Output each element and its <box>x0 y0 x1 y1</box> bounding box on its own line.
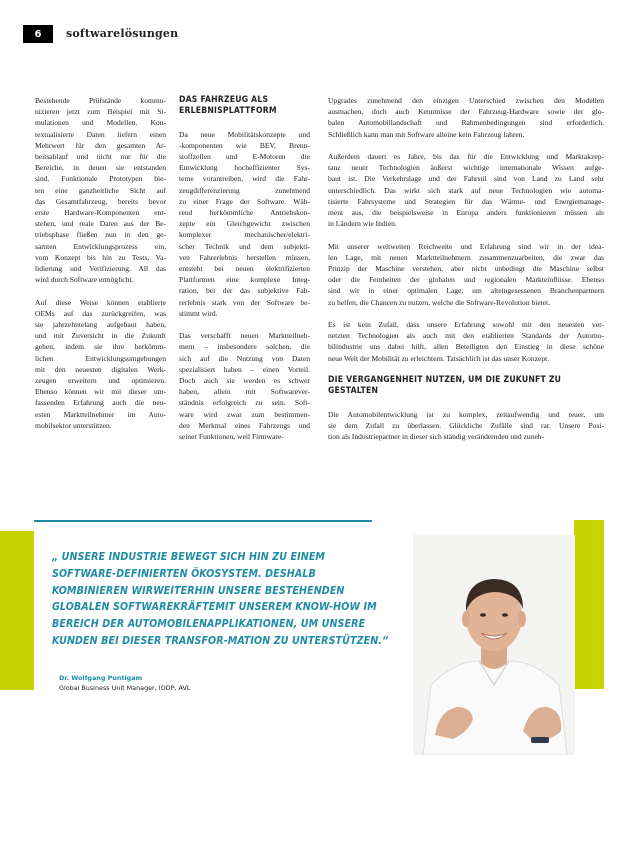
text-line: scher Technik und dem subjekti- <box>179 241 310 251</box>
text-line: ständnis erfolgreich zu sein. Soft- <box>179 398 310 408</box>
paragraph <box>328 319 604 364</box>
text-line: Mehrwert für den gesamten Ar- <box>35 140 166 150</box>
text-line: samten Entwicklungsprozess ein, <box>35 241 166 251</box>
text-line: sind wir in einer optimalen Lage, um alteingesessenen Branchenpartnern <box>328 286 604 296</box>
text-line: ment aus, die beispielsweise in Europa anders funktionieren müssen als <box>328 208 604 218</box>
text-line: zu helfen, die Chancen zu nutzen, welche die Software-Revolution bietet. <box>328 297 551 307</box>
text-line: vom Konzept bis hin zu Tests, Va- <box>35 252 166 262</box>
paragraph <box>179 129 310 319</box>
text-line: Plattformen eine komplexe Integ- <box>179 275 310 285</box>
text-line: ausmachen, doch auch Kenntnisse der Fahrzeug-Hardware sowie der glo- <box>328 107 604 117</box>
accent-rule <box>34 520 372 522</box>
text-line: Da neue Mobilitätskonzepte und <box>179 129 310 139</box>
accent-bar-right <box>574 520 604 689</box>
text-line: tisierte Fahrsysteme und Strategien für das Wärme- und Energiemanage- <box>328 196 604 206</box>
column-2 <box>179 95 310 442</box>
text-line: esten Marktteilnehmer im Auto- <box>35 409 166 419</box>
text-line: stehen, und reale Daten aus der Be- <box>35 219 166 229</box>
text-line: Doch auch sie werden es schwer <box>179 376 310 386</box>
paragraph <box>328 95 604 140</box>
text-line: balen Automobillandschaft und Rahmenbedingungen sind erforderlich. <box>328 118 604 128</box>
text-line: Außerdem dauert es Jahre, bis das für die Entwicklung und Marktakzep- <box>328 152 604 161</box>
text-line: DEFINIERTEN ÖKOSYSTEM. DESHALB KOMBINIEREN WIR <box>52 567 316 597</box>
text-line: Auf diese Weise können etablierte <box>35 297 166 307</box>
text-line: Es ist kein Zufall, dass unsere Erfahrung sowohl mit den neuesten ver- <box>328 320 604 330</box>
text-line: sie dem Zufall zu überlassen. Glückliche Zufälle sind rar. Unsere Posi- <box>328 420 604 430</box>
text-line: seiner Funktionen, weil Firmware- <box>179 432 284 442</box>
text-line: baut ist. Die Verkehrslage und der Fahrstil sind von Land zu Land sehr <box>328 174 604 184</box>
text-line: oder die Feinheiten der globalen und regionalen Markteinflüsse. Ebenso <box>328 275 604 285</box>
text-line: ten eine ganzheitliche Sicht auf <box>35 185 166 195</box>
section-title: softwarelösungen <box>66 27 179 40</box>
text-line: Bestehende Prüfstände kommu- <box>35 96 166 105</box>
text-line: Prinzip der Maschine verstehen, aber nicht unbedingt die Maschine selbst <box>328 264 604 274</box>
paragraph <box>35 297 166 431</box>
text-line: stimmt wird. <box>179 308 218 318</box>
text-line: und mit Zuversicht in die Zukunft <box>35 331 166 341</box>
text-line: len Lage, mit neuen Marktteilnehmern zusammenzuarbeiten, die zwar das <box>328 252 604 262</box>
text-line: tion als Industriepartner in dieser sich ständig verändernden und zuneh- <box>328 432 545 442</box>
text-line: Bereiche, in denen sie entstanden <box>35 163 166 173</box>
text-line: -komponenten wie BEV, Brenn- <box>179 140 310 150</box>
text-line: Ebenso können wir mit dieser um- <box>35 387 166 397</box>
text-line: unterschiedlich. Das wirkt sich stark auf neue Technologien wie automa- <box>328 185 604 195</box>
paragraph <box>35 95 166 285</box>
text-line: Mit unserer weltweiten Reichweite und Erfahrung sind wir in der idea- <box>328 241 604 251</box>
text-line: ERLEBNISPLATTFORM <box>179 106 277 117</box>
quote-author: Dr. Wolfgang Puntigam <box>59 674 143 682</box>
text-line: rend herkömmliche Antriebskon- <box>179 208 310 218</box>
portrait-photo <box>413 535 575 755</box>
text-line: ware wird zwar zum bestimmen- <box>179 409 310 419</box>
subheading: DIE VERGANGENHEIT NUTZEN, UM DIE ZUKUNFT ZU GESTALTEN <box>328 375 562 397</box>
text-line: komplexer mechanischer/elektri- <box>179 230 310 240</box>
text-line: APPLIKATIONEN, UM UNSERE KUNDEN BEI DIESER TRANSFOR- <box>52 618 366 647</box>
paragraph <box>328 151 604 229</box>
text-line: MIT UNSEREM KNOW-HOW IM BEREICH DER AUTOMOBILEN <box>52 601 377 631</box>
text-line: neue Welt der Mobilität zu erleichtern. Tatsächlich ist das unser Konzept. <box>328 353 550 363</box>
text-line: gehen, indem sie ihre herkömm- <box>35 342 166 352</box>
column-3 <box>328 95 604 442</box>
text-line: Schließlich kann man mit Software alleine kein Fahrzeug fahren. <box>328 129 525 139</box>
text-line: zeugdifferenzierung zunehmend <box>179 185 310 195</box>
text-line: ven Fahrerlebnis herstellen müssen, <box>179 252 310 262</box>
text-line: tanz neuer Technologien äußerst wichtige internationale Wissen aufge- <box>328 163 604 173</box>
text-line: mulationen und Modellen. Kon- <box>35 118 166 128</box>
text-line: Das verschafft neuen Marktteilneh- <box>179 331 310 341</box>
text-line: haben, allein mit Softwarever- <box>179 387 310 397</box>
text-line: Upgrades zunehmend den einzigen Unterschied zwischen den Modellen <box>328 96 604 105</box>
text-line: OEMs auf das zurückgreifen, was <box>35 308 166 318</box>
text-line: wird durch Software ermöglicht. <box>35 275 134 285</box>
text-line: MATION ZU UNTERSTÜTZEN.“ <box>227 634 389 647</box>
paragraph <box>179 330 310 442</box>
text-line: DAS FAHRZEUG ALS <box>179 95 269 105</box>
text-line: ration, bei der das subjektive Fah- <box>179 286 310 296</box>
text-line: Die Automobilentwicklung ist zu komplex, zeitaufwendig und teuer, um <box>328 409 604 419</box>
text-line: lidierung und Verifizierung. All das <box>35 264 166 274</box>
page-number: 6 <box>23 25 53 43</box>
paragraph <box>328 241 604 308</box>
text-line: sich auf die Nutzung von Daten <box>179 353 310 363</box>
quote-author-role: Global Business Unit Manager, IODP, AVL <box>59 684 191 692</box>
column-1 <box>35 95 166 431</box>
text-line: mobilsektor unterstützen. <box>35 420 112 430</box>
text-line: sind. Funktionale Prototypen bie- <box>35 174 166 184</box>
text-line: textualisierte Daten liefern einen <box>35 129 166 139</box>
text-line: den Merkmal eines Fahrzeugs und <box>179 420 310 430</box>
text-line: lichen Entwicklungsumgebungen <box>35 353 166 363</box>
text-line: bilindustrie uns dabei hilft, allen Beteiligten den Einstieg in diese schöne <box>328 342 604 352</box>
text-line: sie jahrzehntelang aufgebaut haben, <box>35 320 166 330</box>
text-line: mit den neuesten digitalen Werk- <box>35 364 166 374</box>
accent-bar-left <box>0 531 34 690</box>
pull-quote <box>52 549 392 650</box>
text-line: beitsablauf und nicht nur für die <box>35 152 166 162</box>
text-line: erste Hardware-Komponenten ent- <box>35 208 166 218</box>
text-line: zeugen erweitern und optimieren. <box>35 376 166 386</box>
text-line: WEITERHIN UNSERE BESTEHENDEN GLOBALEN SOFTWAREKRÄFTE <box>52 584 345 614</box>
text-line: mern – insbesondere solchen, die <box>179 342 310 352</box>
text-line: rerlebnis stark von der Software be- <box>179 297 310 307</box>
text-line: triebsphase fließen nun in den ge- <box>35 230 166 240</box>
text-line: entsteht bei neuen elektrifizierten <box>179 264 310 274</box>
text-line: stoffzellen und E-Motoren die <box>179 152 310 161</box>
text-line: Entwicklung hocheffizienter Sys- <box>179 163 310 173</box>
text-line: zu einer Frage der Software. Wäh- <box>179 196 310 206</box>
text-line: spezialisiert haben – einen Vorteil. <box>179 364 310 374</box>
text-line: fassenden Erfahrung auch die neu- <box>35 398 166 408</box>
subheading <box>179 95 310 117</box>
paragraph <box>328 409 604 443</box>
text-line: in Ländern wie Indien. <box>328 219 397 229</box>
text-line: teme vorantreiben, wird die Fahr- <box>179 174 310 184</box>
text-line: das Gesamtfahrzeug, bereits bevor <box>35 196 166 206</box>
text-line: nizieren jetzt zum Beispiel mit Si- <box>35 107 166 117</box>
text-line: „ UNSERE INDUSTRIE BEWEGT SICH HIN ZU EINEM SOFTWARE- <box>52 551 326 580</box>
text-line: zepte ein Gleichgewicht zwischen <box>179 219 310 229</box>
text-line: netzten Technologien als auch mit den etablierten Standards der Automo- <box>328 331 604 341</box>
